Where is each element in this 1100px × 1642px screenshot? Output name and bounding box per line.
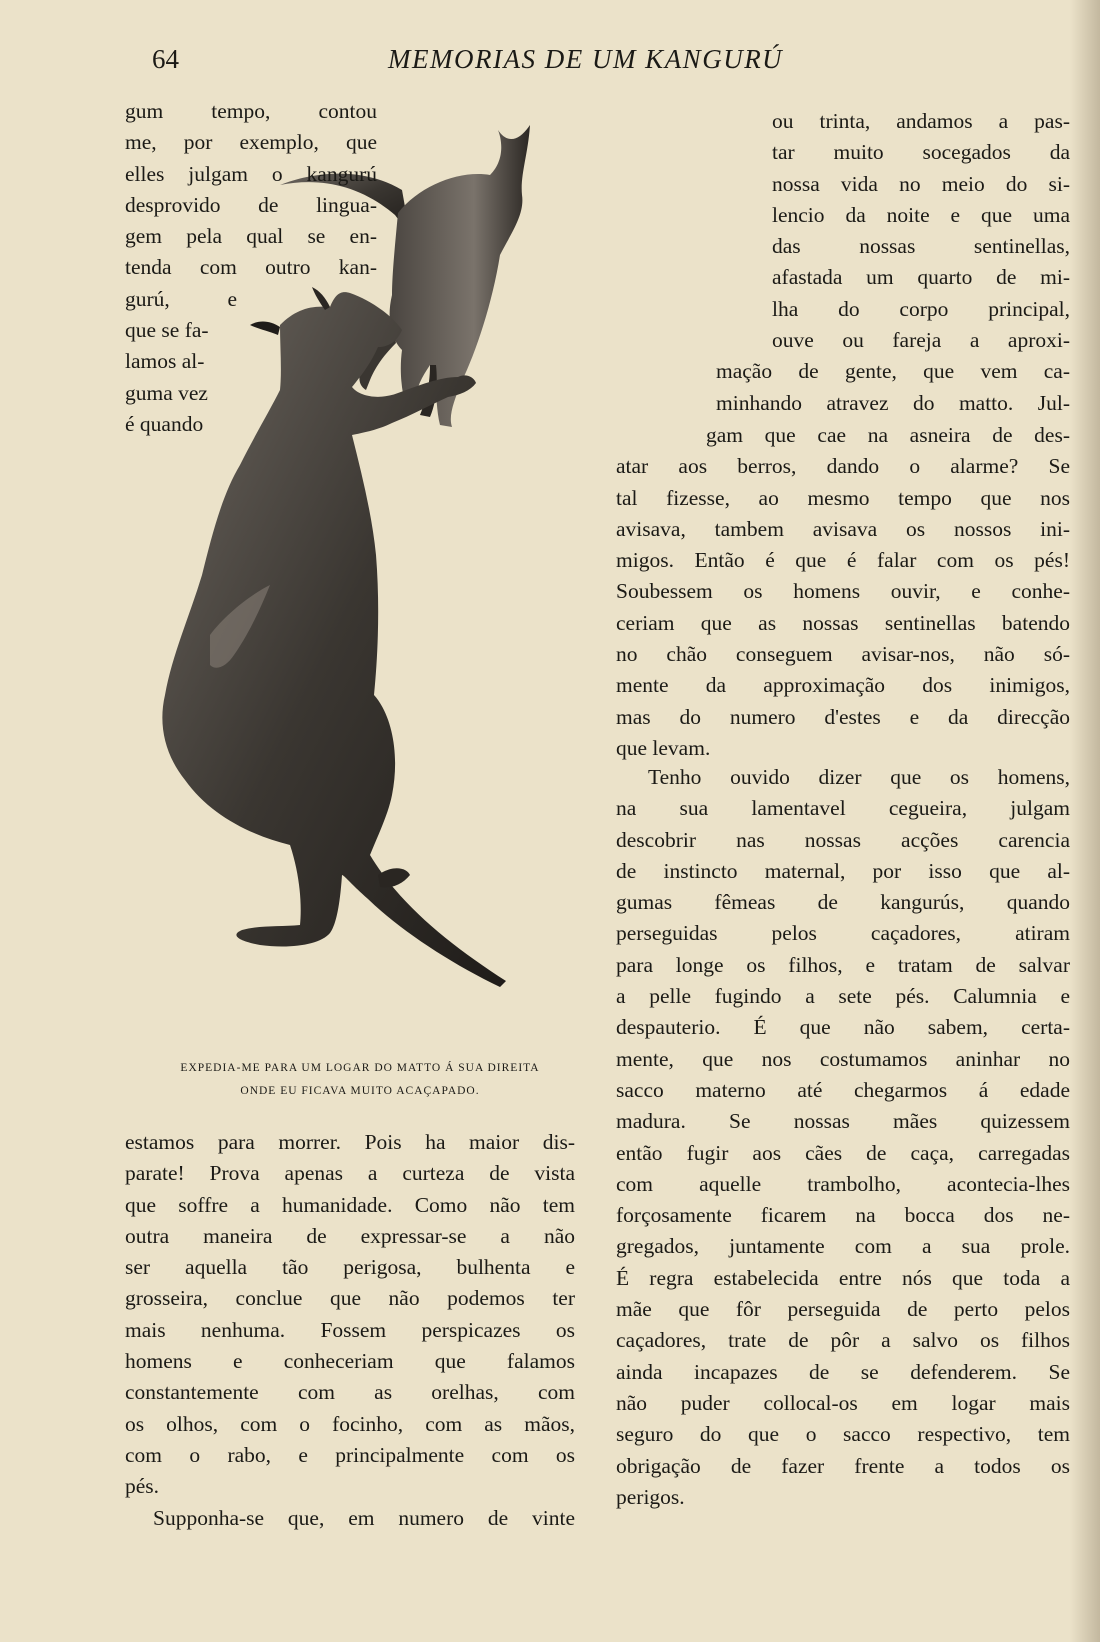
text-line: gumas fêmeas de kangurús, quando <box>616 890 1070 915</box>
text-line: não puder collocal-os em logar mais <box>616 1390 1070 1415</box>
text-line: mente, que nos costumamos aninhar no <box>616 1046 1070 1071</box>
text-line: na sua lamentavel cegueira, julgam <box>616 796 1070 821</box>
text-line: Tenho ouvido dizer que os homens, <box>648 765 1070 789</box>
text-line: é quando <box>125 411 204 436</box>
text-line: me, por exemplo, que <box>125 130 377 155</box>
text-line: guma vez <box>125 380 208 405</box>
text-line: mas do numero d'estes e da direcção <box>616 704 1070 729</box>
text-line: constantemente com as orelhas, com <box>125 1380 575 1405</box>
text-line: sacco materno até chegarmos á edade <box>616 1077 1070 1102</box>
text-line: estamos para morrer. Pois ha maior dis- <box>125 1130 575 1154</box>
figure-caption <box>150 1057 570 1103</box>
text-line: outra maneira de expressar-se a não <box>125 1223 575 1248</box>
text-line: Supponha-se que, em numero de vinte <box>153 1505 575 1530</box>
text-line: grosseira, conclue que não podemos ter <box>125 1286 575 1311</box>
text-line: perigos. <box>616 1484 685 1509</box>
text-line: gum tempo, contou <box>125 99 377 123</box>
text-line: no chão conseguem avisar-nos, não só- <box>616 642 1070 667</box>
right-column-lower-text <box>616 762 1070 1513</box>
text-line: para longe os filhos, e tratam de salvar <box>616 952 1070 977</box>
text-line: gem pela qual se en- <box>125 224 377 249</box>
text-line: mente da approximação dos inimigos, <box>616 673 1070 698</box>
text-line: mação de gente, que vem ca- <box>716 359 1070 384</box>
text-line: que se fa- <box>125 318 209 343</box>
text-line: perseguidas pelos caçadores, atiram <box>616 921 1070 946</box>
text-line: É regra estabelecida entre nós que toda a <box>616 1265 1070 1290</box>
text-line: elles julgam o kangurú <box>125 161 377 186</box>
text-line: lencio da noite e que uma <box>772 202 1070 227</box>
text-line: minhando atravez do matto. Jul- <box>716 390 1070 415</box>
text-line: mais nenhuma. Fossem perspicazes os <box>125 1317 575 1342</box>
text-line: das nossas sentinellas, <box>772 234 1070 259</box>
running-title: MEMORIAS DE UM KANGURÚ <box>388 44 784 74</box>
text-line: madura. Se nossas mães quizessem <box>616 1109 1070 1134</box>
text-line: a pelle fugindo a sete pés. Calumnia e <box>616 984 1070 1009</box>
right-column-middle-text <box>616 420 1070 764</box>
text-line: com o rabo, e principalmente com os <box>125 1442 575 1467</box>
text-line: parate! Prova apenas a curteza de vista <box>125 1161 575 1186</box>
text-line: migos. Então é que é falar com os pés! <box>616 548 1070 573</box>
text-line: ainda incapazes de se defenderem. Se <box>616 1359 1070 1384</box>
text-line: gregados, juntamente com a sua prole. <box>616 1234 1070 1259</box>
text-line: que soffre a humanidade. Como não tem <box>125 1192 575 1217</box>
text-line: lha do corpo principal, <box>772 296 1070 321</box>
text-line: nossa vida no meio do si- <box>772 171 1070 196</box>
text-line: afastada um quarto de mi- <box>772 265 1070 290</box>
page-edge-shadow <box>1070 0 1100 1642</box>
text-line: avisava, tambem avisava os nossos ini- <box>616 516 1070 541</box>
text-line: então fugir aos cães de caça, carregadas <box>616 1140 1070 1165</box>
text-line: forçosamente ficarem na bocca dos ne- <box>616 1203 1070 1228</box>
text-line: desprovido de lingua- <box>125 192 377 217</box>
text-line: homens e conheceriam que falamos <box>125 1349 575 1374</box>
text-line: que levam. <box>616 735 711 760</box>
text-line: ouve ou fareja a aproxi- <box>772 328 1070 353</box>
text-line: tar muito socegados da <box>772 140 1070 165</box>
text-line: tal fizesse, ao mesmo tempo que nos <box>616 485 1070 510</box>
text-line: descobrir nas nossas acções carencia <box>616 827 1070 852</box>
text-line: lamos al- <box>125 349 205 374</box>
text-line: caçadores, trate de pôr a salvo os filhos <box>616 1328 1070 1353</box>
text-line: obrigação de fazer frente a todos os <box>616 1453 1070 1478</box>
text-line: Soubessem os homens ouvir, e conhe- <box>616 579 1070 604</box>
text-line: ceriam que as nossas sentinellas batendo <box>616 610 1070 635</box>
text-line: os olhos, com o focinho, com as mãos, <box>125 1411 575 1436</box>
page-number: 64 <box>152 44 179 74</box>
text-line: ou trinta, andamos a pas- <box>772 109 1070 133</box>
text-line: mãe que fôr perseguida de perto pelos <box>616 1297 1070 1322</box>
left-column-bottom-text <box>125 1127 575 1534</box>
caption-line: ONDE EU FICAVA MUITO ACAÇAPADO. <box>240 1085 480 1097</box>
caption-line: EXPEDIA-ME PARA UM LOGAR DO MATTO Á SUA DIREITA <box>180 1062 540 1074</box>
text-line: gam que cae na asneira de des- <box>706 423 1070 447</box>
text-line: ser aquella tão perigosa, bulhenta e <box>125 1255 575 1280</box>
left-column-top-text <box>125 96 377 440</box>
text-line: pés. <box>125 1474 160 1499</box>
text-line: tenda com outro kan- <box>125 255 377 280</box>
text-line: com aquelle trambolho, acontecia-lhes <box>616 1171 1070 1196</box>
text-line: atar aos berros, dando o alarme? Se <box>616 454 1070 479</box>
text-line: despauterio. É que não sabem, certa- <box>616 1015 1070 1040</box>
right-column-top-text <box>716 106 1070 419</box>
text-line: de instincto maternal, por isso que al- <box>616 858 1070 883</box>
text-line: seguro do que o sacco respectivo, tem <box>616 1422 1070 1447</box>
text-line: gurú, e <box>125 286 237 311</box>
page-header <box>0 44 1100 84</box>
